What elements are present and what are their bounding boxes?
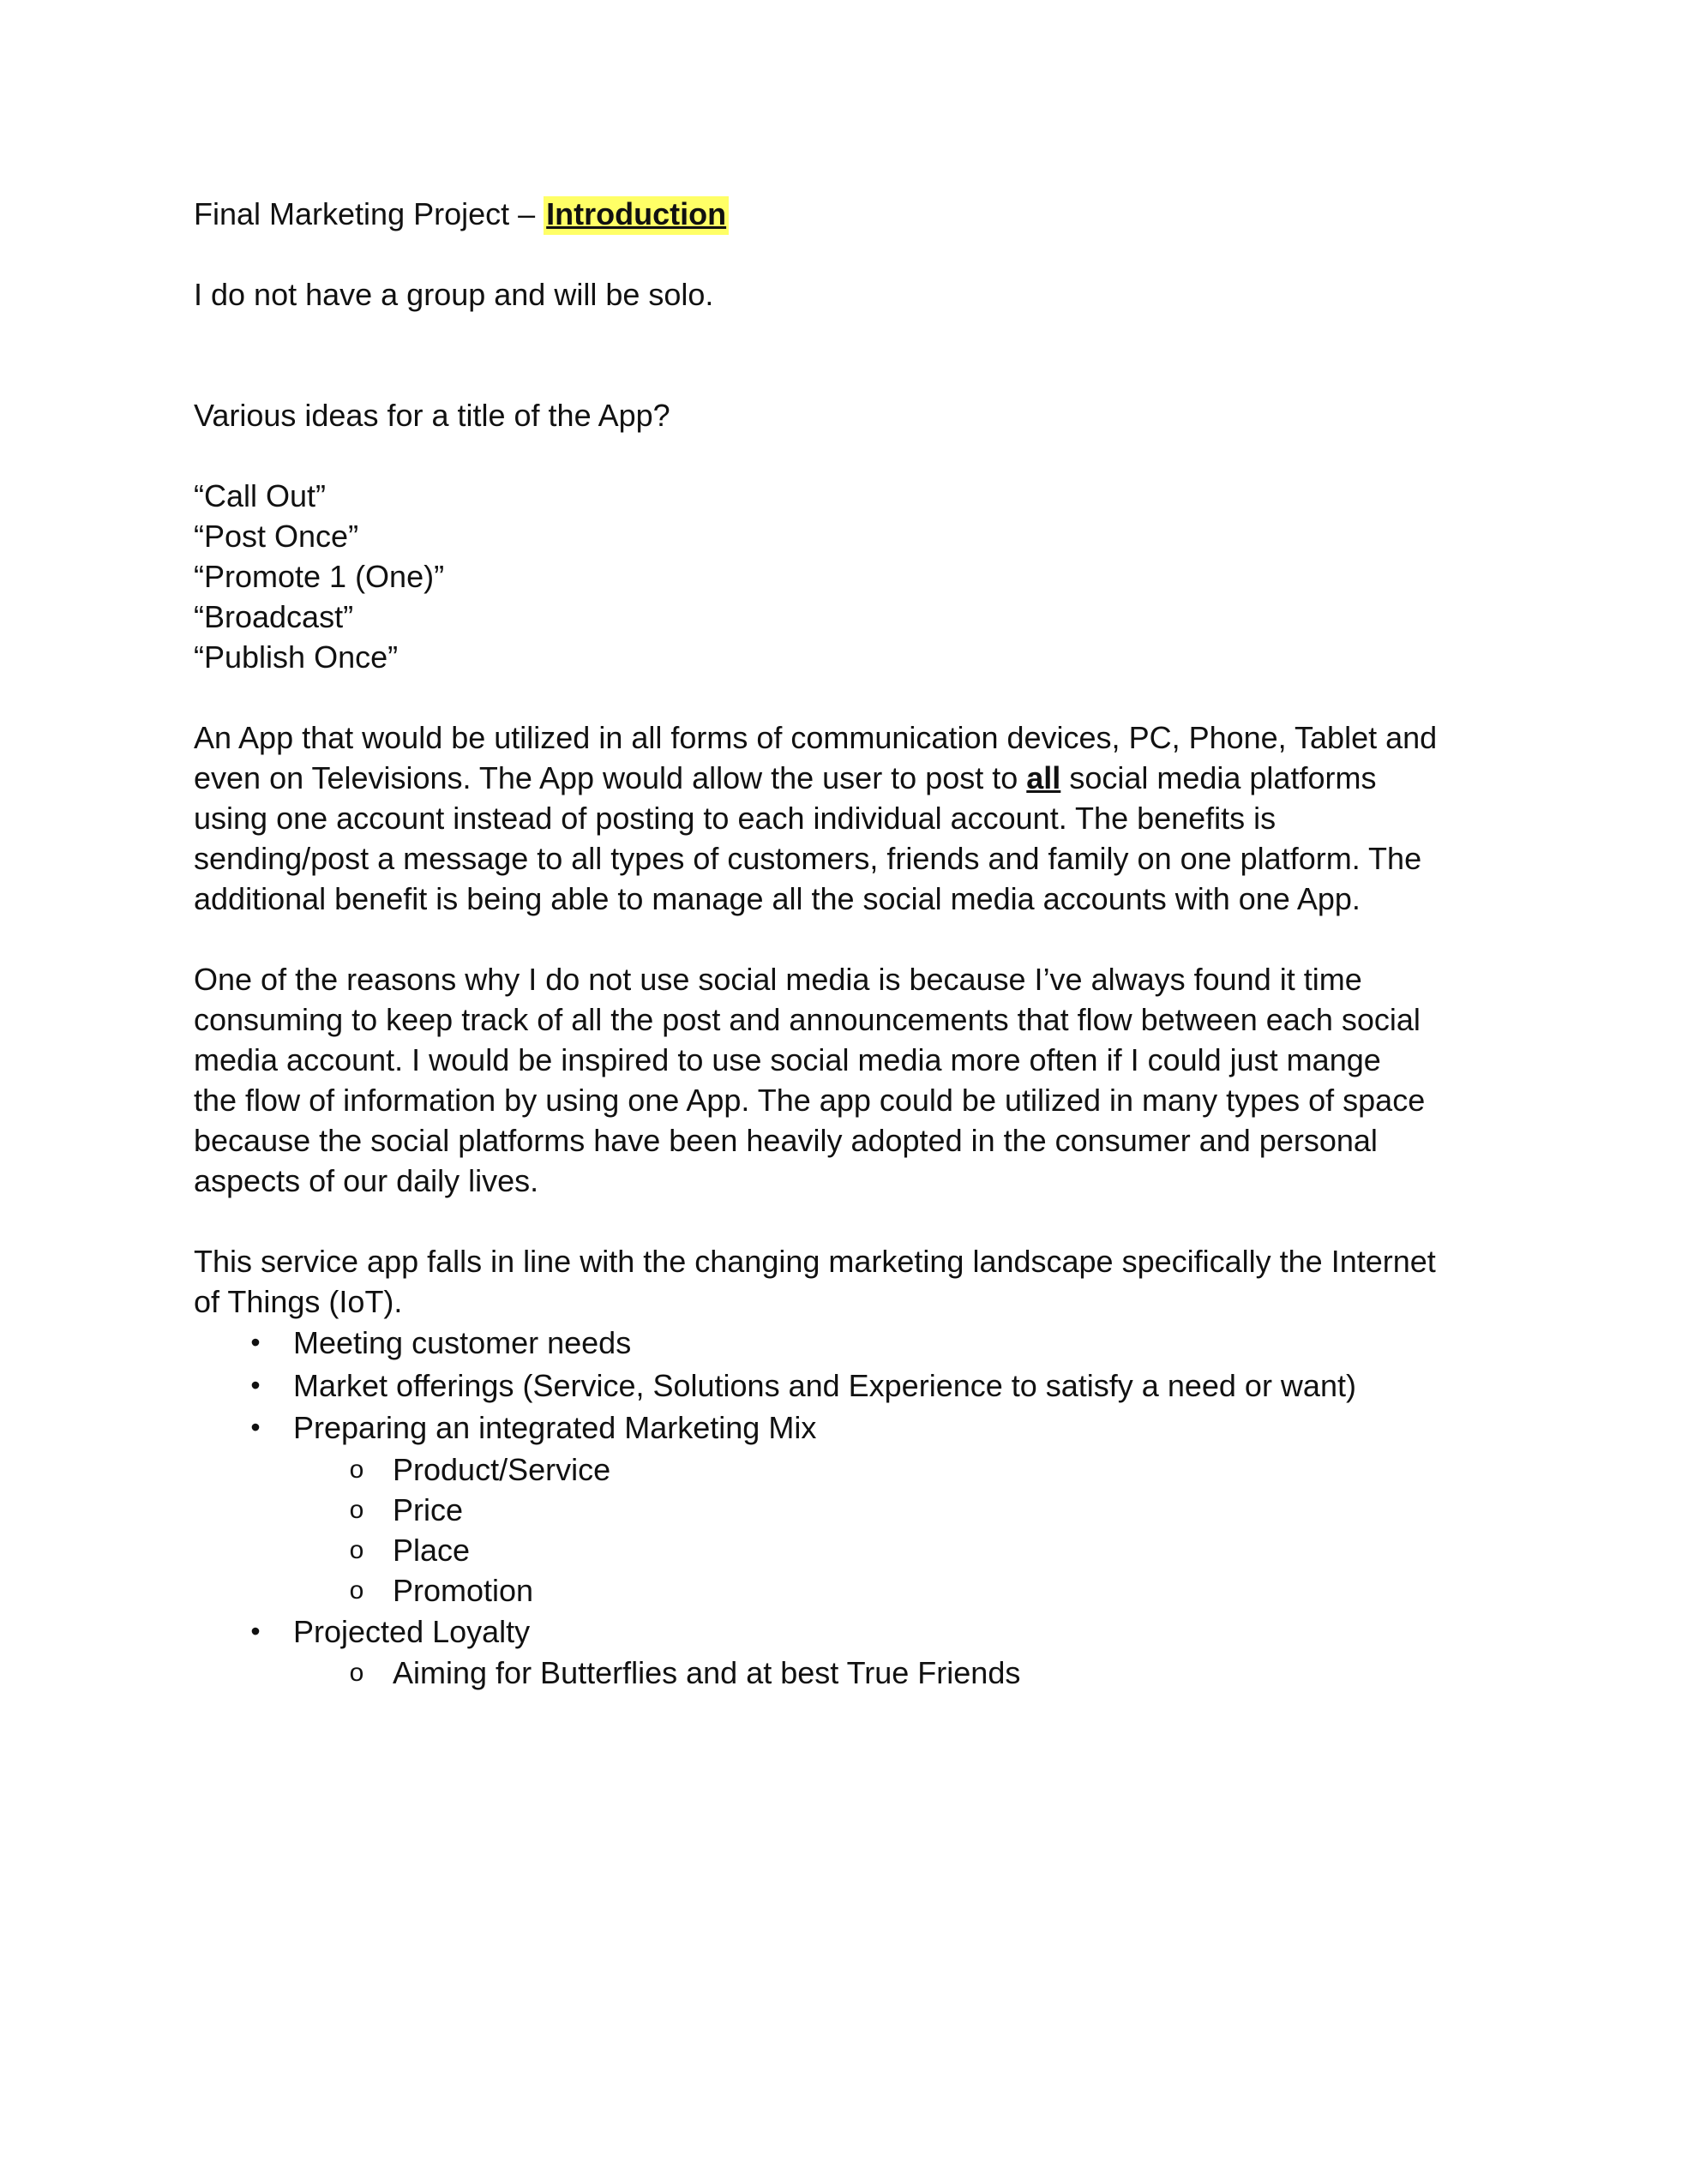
list-item (194, 1322, 1514, 1365)
title-idea: “Broadcast” (194, 599, 354, 634)
paragraph-line (194, 758, 1514, 798)
title-ideas-list (194, 476, 1514, 677)
circle-bullet-icon: o (349, 1535, 364, 1564)
spacer (194, 1201, 1514, 1241)
paragraph-line: An App that would be utilized in all forms of communication devices, PC, Phone, Tablet and (194, 720, 1438, 755)
paragraph-line: using one account instead of posting to each individual account. The benefits is (194, 801, 1277, 836)
emphasis-all: all (1026, 760, 1061, 795)
bullet-icon: • (250, 1412, 261, 1443)
paragraph-line: consuming to keep track of all the post and announcements that flow between each social (194, 1002, 1421, 1037)
sub-list-item (293, 1449, 1514, 1490)
list-item-text: Meeting customer needs (293, 1325, 632, 1360)
circle-bullet-icon: o (349, 1659, 364, 1687)
paragraph-line: the flow of information by using one App. The app could be utilized in many types of space (194, 1083, 1426, 1118)
paragraph-line: aspects of our daily lives. (194, 1163, 539, 1198)
spacer (194, 919, 1514, 959)
list-item (194, 1407, 1514, 1611)
title-idea: “Post Once” (194, 519, 359, 554)
document-body (194, 194, 1514, 1693)
titles-question: Various ideas for a title of the App? (194, 398, 670, 433)
sub-list-item-text: Promotion (393, 1572, 534, 1608)
list-item-text: Market offerings (Service, Solutions and Experience to satisfy a need or want) (293, 1367, 1356, 1403)
paragraph-iot (194, 1241, 1514, 1322)
sub-list-item (293, 1570, 1514, 1611)
paragraph-line: One of the reasons why I do not use social media is because I’ve always found it time (194, 962, 1362, 997)
text-run: even on Televisions. The App would allow the user to post to (194, 760, 1027, 795)
paragraph-line: media account. I would be inspired to use social media more often if I could just mange (194, 1042, 1381, 1077)
spacer (194, 677, 1514, 717)
sub-list-item-text: Price (393, 1491, 464, 1527)
paragraph-line: because the social platforms have been heavily adopted in the consumer and personal (194, 1123, 1378, 1158)
paragraph-app-description (194, 717, 1514, 919)
list-item (194, 1611, 1514, 1694)
paragraph-line: sending/post a message to all types of customers, friends and family on one platform. The (194, 841, 1422, 876)
circle-bullet-icon: o (349, 1455, 364, 1484)
intro-line: I do not have a group and will be solo. (194, 277, 714, 312)
paragraph-line: additional benefit is being able to manage all the social media accounts with one App. (194, 881, 1361, 916)
bullet-icon: • (250, 1369, 261, 1401)
title-idea: “Promote 1 (One)” (194, 559, 445, 594)
sub-list-item-text: Product/Service (393, 1451, 611, 1487)
list-item-text: Preparing an integrated Marketing Mix (293, 1410, 817, 1445)
circle-bullet-icon: o (349, 1575, 364, 1605)
bullet-icon: • (250, 1615, 261, 1647)
document-title (194, 194, 1514, 234)
text-run: social media platforms (1060, 760, 1377, 795)
title-idea: “Call Out” (194, 478, 327, 513)
list-item (194, 1365, 1514, 1407)
sub-list-item-text: Place (393, 1532, 471, 1568)
spacer (194, 234, 1514, 274)
title-idea: “Publish Once” (194, 639, 399, 675)
sub-list (293, 1449, 1514, 1611)
paragraph-line: This service app falls in line with the changing marketing landscape specifically the Internet (194, 1244, 1436, 1279)
spacer (194, 315, 1514, 395)
sub-list-item (293, 1653, 1514, 1693)
bullet-list (194, 1322, 1514, 1693)
sub-list-item-text: Aiming for Butterflies and at best True Friends (393, 1655, 1021, 1690)
title-prefix: Final Marketing Project – (194, 196, 544, 231)
sub-list-item (293, 1530, 1514, 1570)
sub-list (293, 1653, 1514, 1693)
circle-bullet-icon: o (349, 1495, 364, 1524)
list-item-text: Projected Loyalty (293, 1613, 531, 1649)
spacer (194, 435, 1514, 476)
sub-list-item (293, 1490, 1514, 1530)
paragraph-motivation (194, 959, 1514, 1201)
bullet-icon: • (250, 1327, 261, 1358)
title-highlight: Introduction (544, 196, 729, 235)
paragraph-line: of Things (IoT). (194, 1284, 403, 1319)
